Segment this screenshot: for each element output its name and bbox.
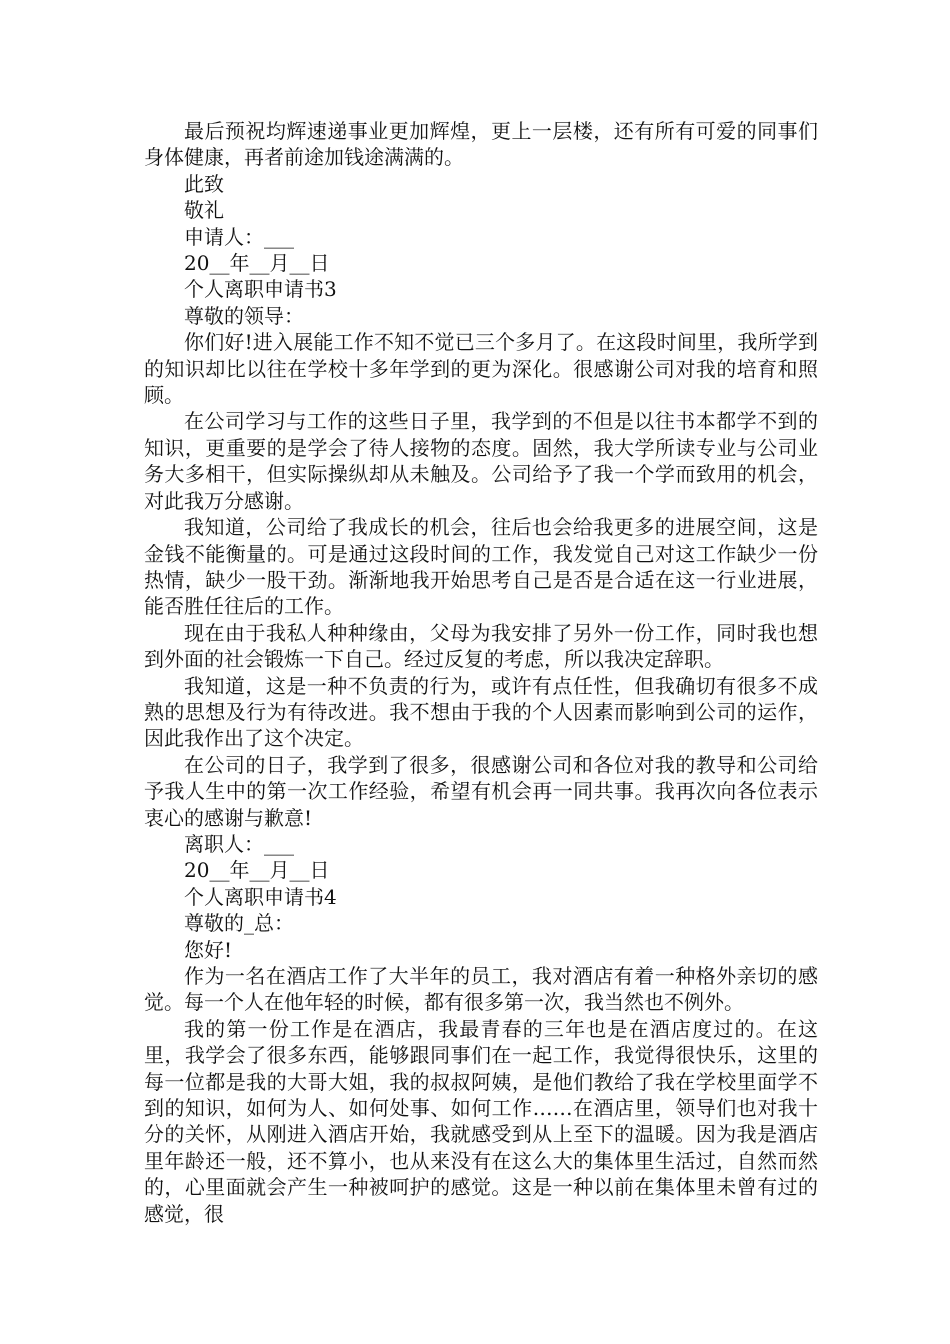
section-title: 个人离职申请书3 (184, 277, 337, 302)
greeting: 您好! (184, 937, 233, 962)
paragraph: 最后预祝均辉速递事业更加辉煌，更上一层楼，还有所有可爱的同事们身体健康，再者前途加钱途满满的。 (144, 119, 818, 170)
salutation: 尊敬的_总： (184, 911, 294, 936)
date-line: 20__年__月__日 (184, 251, 330, 276)
paragraph: 我知道，这是一种不负责的行为，或许有点任性，但我确切有很多不成熟的思想及行为有待改进。我不想由于我的个人因素而影响到公司的运作，因此我作出了这个决定。 (144, 673, 818, 751)
date-line: 20__年__月__日 (184, 858, 330, 883)
paragraph: 在公司的日子，我学到了很多，很感谢公司和各位对我的教导和公司给予我人生中的第一次工作经验，希望有机会再一同共事。我再次向各位表示衷心的感谢与歉意! (144, 752, 818, 830)
section-title: 个人离职申请书4 (184, 884, 337, 909)
paragraph: 我的第一份工作是在酒店，我最青春的三年也是在酒店度过的。在这里，我学会了很多东西，能够跟同事们在一起工作，我觉得很快乐，这里的每一位都是我的大哥大姐，我的叔叔阿姨，是他们教给了我在学校里面学不到的知识，如何为人、如何处事、如何工作……在酒店里，领导们也对我十分的关怀，从刚进入酒店开始，我就感受到从上至下的温暖。因为我是酒店里年龄还一般，还不算小，也从来没有在这么大的集体里生活过，自然而然的，心里面就会产生一种被呵护的感觉。这是一种以前在集体里未曾有过的感觉，很 (144, 1016, 818, 1226)
paragraph: 我知道，公司给了我成长的机会，往后也会给我更多的进展空间，这是金钱不能衡量的。可是通过这段时间的工作，我发觉自己对这工作缺少一份热情，缺少一股干劲。渐渐地我开始思考自己是否是合适在这一行业进展，能否胜任往后的工作。 (144, 515, 818, 619)
paragraph: 现在由于我私人种种缘由，父母为我安排了另外一份工作，同时我也想到外面的社会锻炼一下自己。经过反复的考虑，所以我决定辞职。 (144, 620, 818, 672)
signature-line: 申请人：___ (184, 224, 294, 249)
closing-line: 此致 (184, 171, 224, 196)
salutation: 尊敬的领导： (184, 303, 304, 328)
paragraph: 在公司学习与工作的这些日子里，我学到的不但是以往书本都学不到的知识，更重要的是学会了待人接物的态度。固然，我大学所读专业与公司业务大多相干，但实际操纵却从未触及。公司给予了我一个学而致用的机会，对此我万分感谢。 (144, 409, 818, 513)
paragraph: 你们好!进入展能工作不知不觉已三个多月了。在这段时间里，我所学到的知识却比以往在学校十多年学到的更为深化。很感谢公司对我的培育和照顾。 (144, 330, 818, 408)
paragraph: 作为一名在酒店工作了大半年的员工，我对酒店有着一种格外亲切的感觉。每一个人在他年轻的时候，都有很多第一次，我当然也不例外。 (144, 964, 818, 1015)
closing-line: 敬礼 (184, 198, 224, 223)
signature-line: 离职人：___ (184, 831, 294, 856)
